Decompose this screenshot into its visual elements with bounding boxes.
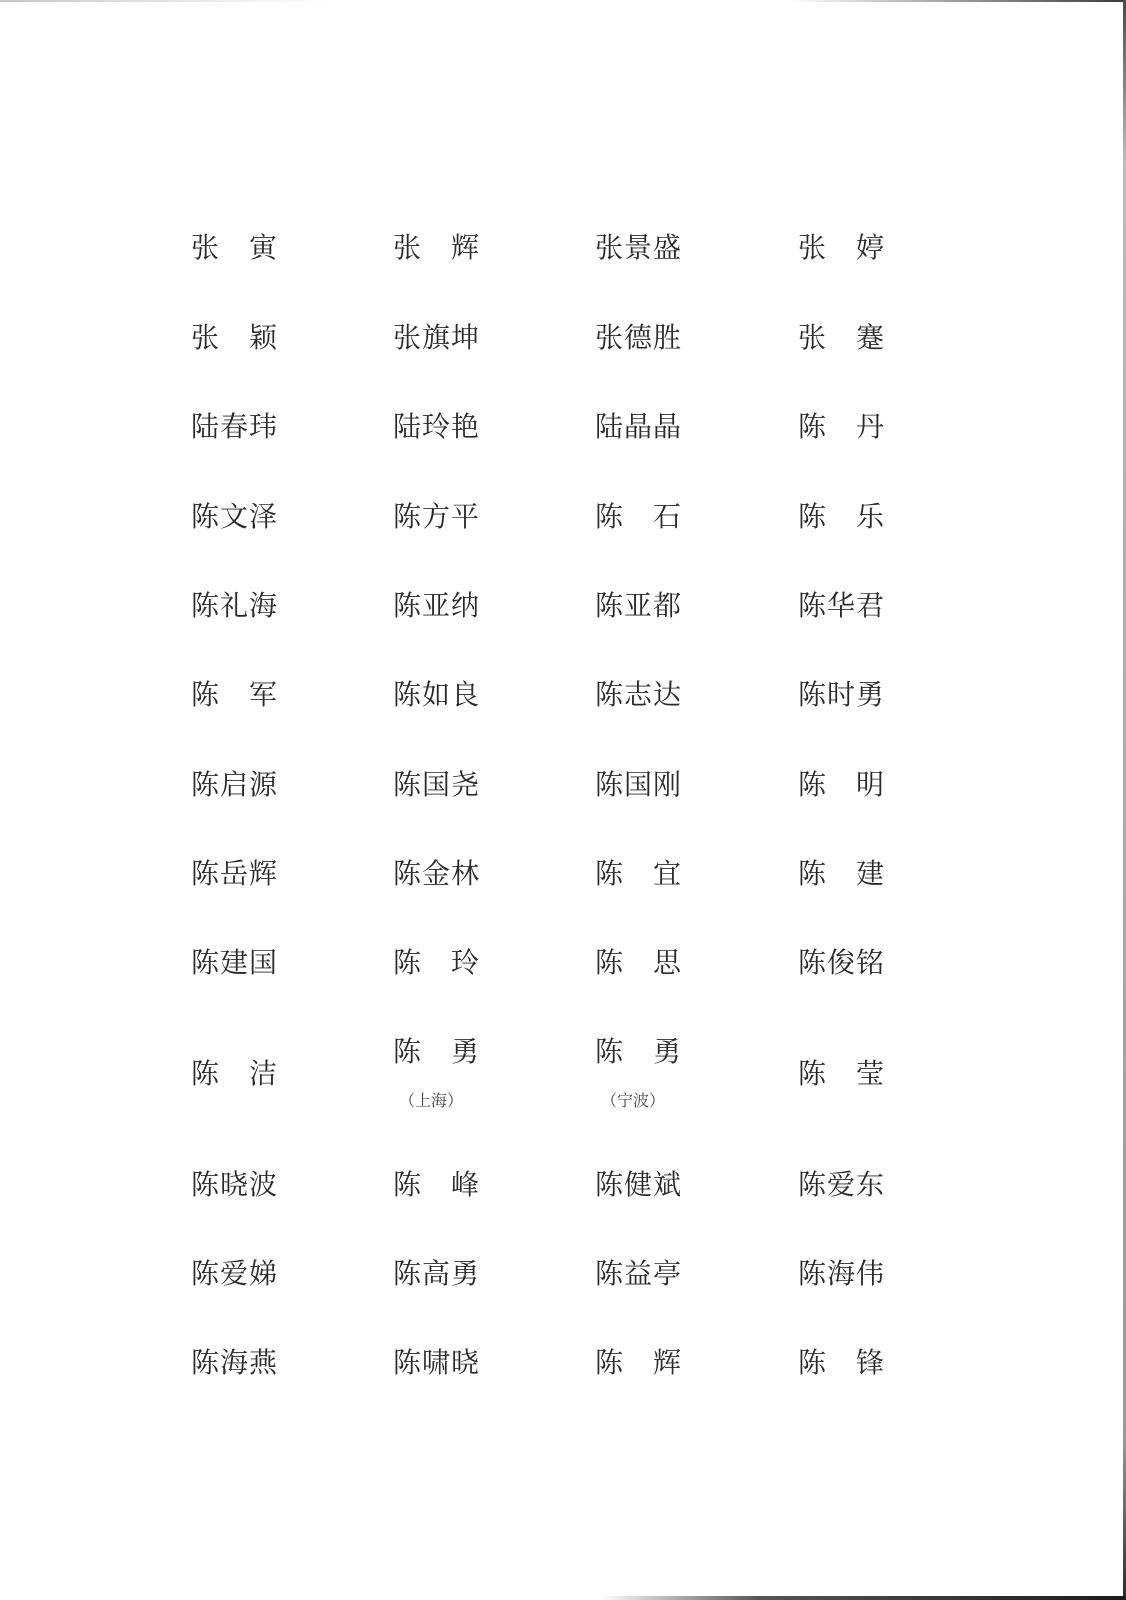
person-name: 陈 峰 — [393, 1168, 481, 1201]
person-name: 陈 锋 — [798, 1346, 886, 1379]
name-cell — [191, 500, 301, 540]
person-name: 陆春玮 — [191, 410, 279, 443]
name-cell — [191, 410, 301, 450]
person-name: 陈亚都 — [595, 589, 683, 622]
person-name: 陈 石 — [595, 500, 683, 533]
name-cell — [798, 410, 908, 450]
name-cell — [595, 500, 705, 540]
person-name: 陈 洁 — [191, 1057, 279, 1090]
name-row — [0, 231, 1126, 271]
name-row — [0, 410, 1126, 450]
person-name: 陈金林 — [393, 857, 481, 890]
person-name: 陈 明 — [798, 768, 886, 801]
person-name: 张 寅 — [191, 231, 279, 264]
name-cell — [798, 589, 908, 629]
name-cell — [191, 946, 301, 986]
person-name: 陆晶晶 — [595, 410, 683, 443]
person-name: 陈俊铭 — [798, 946, 886, 979]
person-name: 陈 辉 — [595, 1346, 683, 1379]
person-name: 陈 勇 — [595, 1035, 683, 1068]
person-name: 陈爱娣 — [191, 1257, 279, 1290]
name-cell — [595, 678, 705, 718]
name-row — [0, 946, 1126, 986]
name-row — [0, 678, 1126, 718]
name-cell — [798, 231, 908, 271]
name-cell — [595, 1035, 705, 1115]
person-name: 陈文泽 — [191, 500, 279, 533]
name-cell — [393, 678, 503, 718]
name-row — [0, 321, 1126, 361]
person-name: 陆玲艳 — [393, 410, 481, 443]
person-name: 陈海燕 — [191, 1346, 279, 1379]
person-name: 陈益亭 — [595, 1257, 683, 1290]
name-cell — [393, 410, 503, 450]
person-name: 陈华君 — [798, 589, 886, 622]
name-row — [0, 1257, 1126, 1297]
person-name: 张旗坤 — [393, 321, 481, 354]
person-name: 陈 宜 — [595, 857, 683, 890]
person-name: 陈 乐 — [798, 500, 886, 533]
person-name: 陈方平 — [393, 500, 481, 533]
name-cell — [393, 946, 503, 986]
person-name: 陈 思 — [595, 946, 683, 979]
location-note: （宁波） — [601, 1091, 666, 1110]
name-cell — [595, 768, 705, 808]
name-cell — [191, 1346, 301, 1386]
person-name: 陈健斌 — [595, 1168, 683, 1201]
name-cell — [798, 857, 908, 897]
person-name: 陈岳辉 — [191, 857, 279, 890]
person-name: 陈亚纳 — [393, 589, 481, 622]
name-cell — [595, 1346, 705, 1386]
person-name: 陈 玲 — [393, 946, 481, 979]
person-name: 张景盛 — [595, 231, 683, 264]
name-row — [0, 1346, 1126, 1386]
name-row — [0, 857, 1126, 897]
person-name: 陈晓波 — [191, 1168, 279, 1201]
name-cell — [191, 678, 301, 718]
person-name: 陈建国 — [191, 946, 279, 979]
person-name: 陈时勇 — [798, 678, 886, 711]
name-cell — [595, 231, 705, 271]
person-name: 陈国尧 — [393, 768, 481, 801]
person-name: 陈 军 — [191, 678, 279, 711]
person-name: 陈 莹 — [798, 1057, 886, 1090]
name-cell — [798, 500, 908, 540]
name-cell — [798, 1346, 908, 1386]
name-row — [0, 589, 1126, 629]
person-name: 张 蹇 — [798, 321, 886, 354]
name-cell — [798, 946, 908, 986]
person-name: 陈海伟 — [798, 1257, 886, 1290]
name-cell — [595, 1168, 705, 1208]
name-cell — [393, 768, 503, 808]
name-cell — [798, 1257, 908, 1297]
name-cell — [393, 1168, 503, 1208]
name-cell — [595, 410, 705, 450]
name-cell — [595, 589, 705, 629]
person-name: 陈如良 — [393, 678, 481, 711]
person-name: 张德胜 — [595, 321, 683, 354]
name-cell — [191, 857, 301, 897]
name-cell — [393, 1346, 503, 1386]
name-cell — [191, 321, 301, 361]
name-row — [0, 768, 1126, 808]
name-cell — [191, 231, 301, 271]
person-name: 陈国刚 — [595, 768, 683, 801]
name-cell — [595, 946, 705, 986]
name-cell — [393, 1257, 503, 1297]
name-cell — [393, 589, 503, 629]
location-note: （上海） — [399, 1091, 464, 1110]
name-row — [0, 1168, 1126, 1208]
person-name: 陈 建 — [798, 857, 886, 890]
person-name: 陈爱东 — [798, 1168, 886, 1201]
name-row-annotated — [0, 1035, 1126, 1115]
name-cell — [191, 589, 301, 629]
name-cell — [798, 678, 908, 718]
name-cell — [798, 321, 908, 361]
name-cell — [393, 231, 503, 271]
name-cell — [393, 1035, 503, 1115]
name-cell — [595, 1257, 705, 1297]
person-name: 陈启源 — [191, 768, 279, 801]
person-name: 张 颖 — [191, 321, 279, 354]
name-cell — [393, 321, 503, 361]
name-cell — [595, 321, 705, 361]
name-cell — [191, 768, 301, 808]
person-name: 陈礼海 — [191, 589, 279, 622]
person-name: 张 婷 — [798, 231, 886, 264]
name-cell — [393, 500, 503, 540]
name-cell — [798, 1168, 908, 1208]
name-cell — [798, 768, 908, 808]
name-cell — [191, 1257, 301, 1297]
name-cell — [595, 857, 705, 897]
person-name: 张 辉 — [393, 231, 481, 264]
person-name: 陈 勇 — [393, 1035, 481, 1068]
person-name: 陈啸晓 — [393, 1346, 481, 1379]
name-row — [0, 500, 1126, 540]
name-cell — [393, 857, 503, 897]
person-name: 陈志达 — [595, 678, 683, 711]
name-cell — [191, 1168, 301, 1208]
person-name: 陈 丹 — [798, 410, 886, 443]
person-name: 陈高勇 — [393, 1257, 481, 1290]
